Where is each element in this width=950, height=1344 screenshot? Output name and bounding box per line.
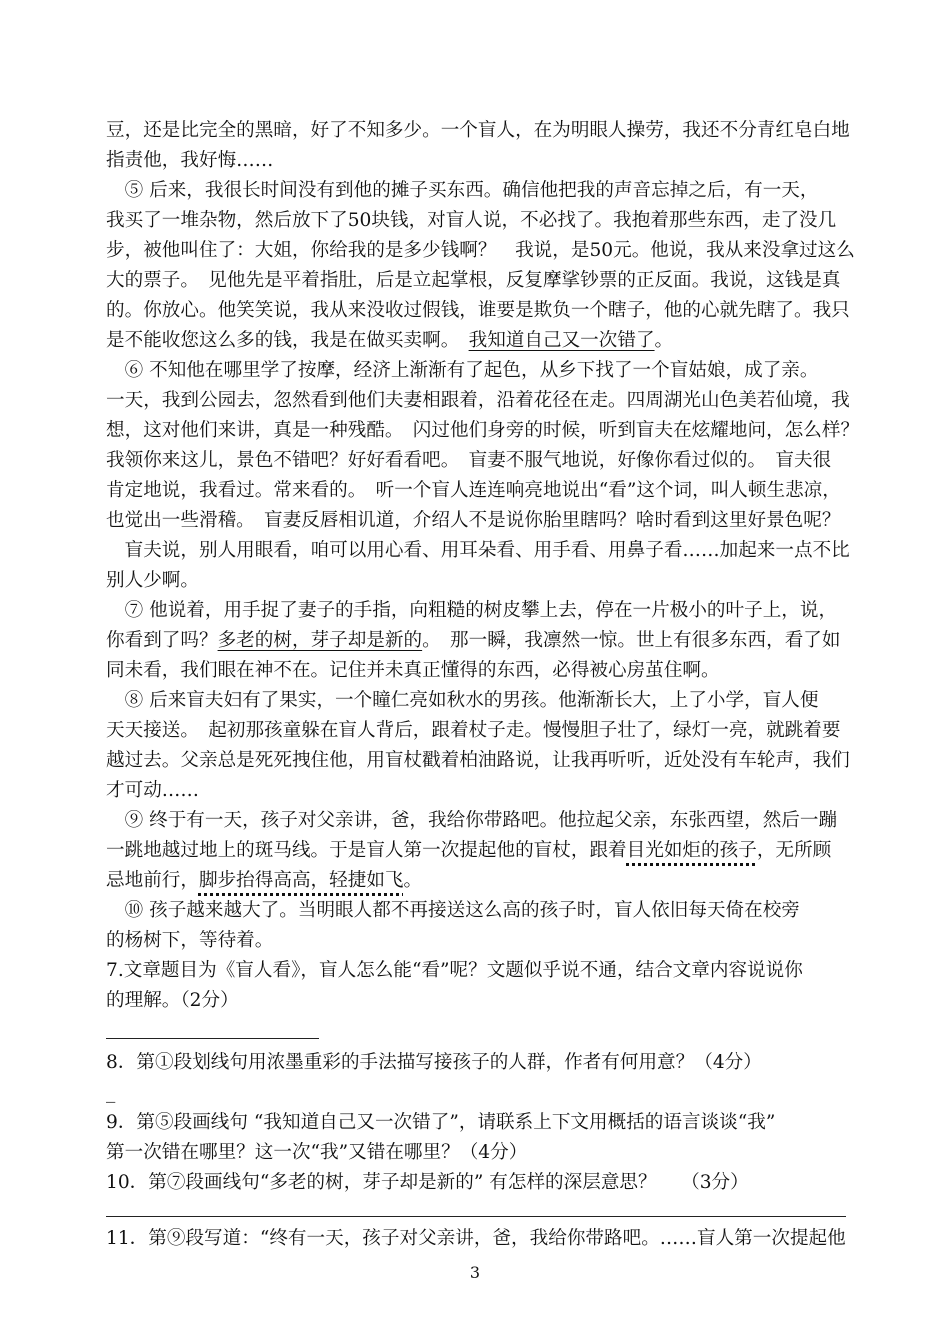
text-segment: 。 那一瞬，我凛然一惊。世上有很多东西，看了如 [422, 630, 841, 651]
text-line [106, 626, 840, 656]
answer-line-q8: _ [106, 1082, 116, 1103]
text-line: 步，被他叫住了：大姐，你给我的是多少钱啊？ 我说，是50元。他说，我从来没拿过这么 [106, 240, 855, 261]
question-7: 7.文章题目为《盲人看》，盲人怎么能“看”呢？文题似乎说不通，结合文章内容说说你 [106, 960, 803, 981]
text-line: 天天接送。 起初那孩童躲在盲人背后，跟着杖子走。慢慢胆子壮了，绿灯一亮，就跳着要 [106, 720, 841, 741]
text-line: 我买了一堆杂物，然后放下了50块钱，对盲人说，不必找了。我抱着那些东西，走了没几 [106, 210, 837, 231]
text-line: 大的票子。 见他先是平着指肚，后是立起掌根，反复摩挲钞票的正反面。我说，这钱是真 [106, 270, 841, 291]
text-segment: 你看到了吗？ [106, 630, 218, 651]
text-line: 想，这对他们来讲，真是一种残酷。 闪过他们身旁的时候，听到盲夫在炫耀地问，怎么样？ [106, 420, 860, 441]
text-line: 的。你放心。他笑笑说，我从来没收过假钱，谁要是欺负一个瞎子，他的心就先瞎了。我只 [106, 300, 850, 321]
text-line [106, 326, 673, 356]
text-line: 同未看，我们眼在神不在。记住并未真正懂得的东西，必得被心房茧住啊。 [106, 660, 720, 681]
text-segment: 忌地前行， [106, 870, 199, 891]
text-line: 才可动…… [106, 780, 199, 801]
question-11: 11．第⑨段写道：“终有一天，孩子对父亲讲，爸，我给你带路吧。……盲人第一次提起他 [106, 1228, 846, 1249]
answer-line-q10 [106, 1216, 846, 1217]
text-line: 豆，还是比完全的黑暗，好了不知多少。一个盲人，在为明眼人操劳，我还不分青红皂白地 [106, 120, 850, 141]
text-segment: 一跳地越过地上的斑马线。于是盲人第一次提起他的盲杖，跟着 [106, 840, 627, 861]
text-line: 的杨树下，等待着。 [106, 930, 274, 951]
question-9: 9．第⑤段画线句 “我知道自己又一次错了”，请联系上下文用概括的语言谈谈“我” [106, 1112, 776, 1133]
underlined-sentence-p5: 我知道自己又一次错了 [468, 330, 655, 351]
paragraph-5-start: ⑤ 后来，我很长时间没有到他的摊子买东西。确信他把我的声音忘掉之后，有一天， [106, 180, 819, 201]
paragraph-7-start: ⑦ 他说着，用手捉了妻子的手指，向粗糙的树皮攀上去，停在一片极小的叶子上，说， [106, 600, 838, 621]
text-segment: 是不能收您这么多的钱，我是在做买卖啊。 [106, 330, 450, 351]
question-10: 10．第⑦段画线句“多老的树，芽子却是新的” 有怎样的深层意思？ （3分） [106, 1172, 749, 1193]
text-line: 一天，我到公园去，忽然看到他们夫妻相跟着，沿着花径在走。四周湖光山色美若仙境，我 [106, 390, 850, 411]
text-line: 越过去。父亲总是死死拽住他，用盲杖戳着柏油路说，让我再听听，近处没有车轮声，我们 [106, 750, 850, 771]
paragraph-8-start: ⑧ 后来盲夫妇有了果实，一个瞳仁亮如秋水的男孩。他渐渐长大，上了小学，盲人便 [106, 690, 819, 711]
text-line: 我领你来这儿，景色不错吧？好好看看吧。 盲妻不服气地说，好像你看过似的。 盲夫很 [106, 450, 832, 471]
text-line: 指责他，我好悔…… [106, 150, 274, 171]
text-line: 别人少啊。 [106, 570, 199, 591]
text-segment: 。 [654, 330, 674, 351]
underlined-sentence-p7: 多老的树，芽子却是新的 [217, 630, 423, 651]
paragraph-6-start: ⑥ 不知他在哪里学了按摩，经济上渐渐有了起色，从乡下找了一个盲姑娘，成了亲。 [106, 360, 819, 381]
text-line [106, 836, 831, 866]
dotted-phrase-eyes: 目光如炬的孩子 [626, 840, 757, 861]
question-9-cont: 第一次错在哪里？这一次“我”又错在哪里？（4分） [106, 1142, 528, 1163]
paragraph-10-start: ⑩ 孩子越来越大了。当明眼人都不再接送这么高的孩子时，盲人依旧每天倚在校旁 [106, 900, 800, 921]
answer-line-q7 [106, 1038, 319, 1039]
text-line: 肯定地说，我看过。常来看的。 听一个盲人连连响亮地说出“看”这个词，叫人顿生悲凉， [106, 480, 841, 501]
text-line: 也觉出一些滑稽。 盲妻反唇相讥道，介绍人不是说你胎里瞎吗？啥时看到这里好景色呢？ [106, 510, 841, 531]
question-7-cont: 的理解。（2分） [106, 990, 239, 1011]
question-8: 8．第①段划线句用浓墨重彩的手法描写接孩子的人群，作者有何用意？（4分） [106, 1052, 762, 1073]
dotted-phrase-steps: 脚步抬得高高，轻捷如飞 [198, 870, 404, 891]
page-number: 3 [469, 1263, 481, 1282]
text-segment: ，无所顾 [756, 840, 832, 861]
paragraph-9-start: ⑨ 终于有一天，孩子对父亲讲，爸，我给你带路吧。他拉起父亲，东张西望，然后一蹦 [106, 810, 838, 831]
text-line [106, 866, 422, 896]
text-line: 盲夫说，别人用眼看，咱可以用心看、用耳朵看、用手看、用鼻子看……加起来一点不比 [106, 540, 850, 561]
text-segment: 。 [403, 870, 423, 891]
